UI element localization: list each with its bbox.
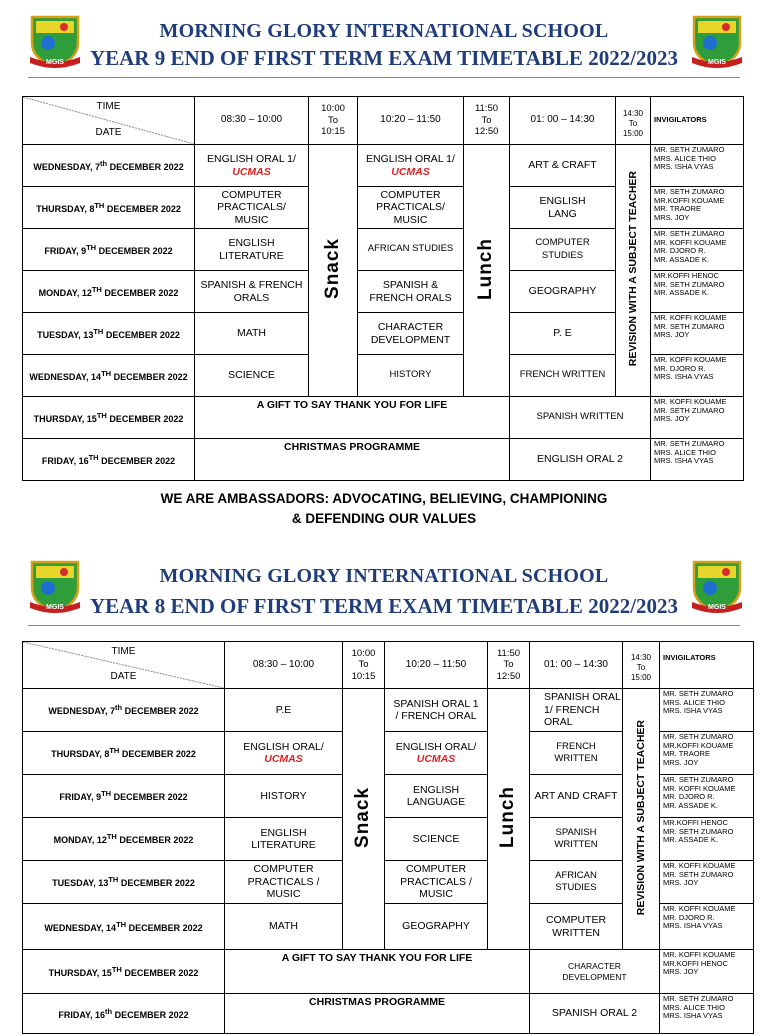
exam-cell: FRENCH WRITTEN: [510, 355, 616, 397]
exam-cell: GEOGRAPHY: [510, 271, 616, 313]
snack-break: Snack: [343, 689, 385, 950]
exam-cell: SPANISH ORAL 1/ FRENCH ORAL: [530, 689, 623, 732]
invigilators-cell: MR. SETH ZUMARO MRS. ALICE THIO MRS. ISHA VYAS: [651, 145, 744, 187]
exam-cell: FRENCH WRITTEN: [530, 732, 623, 775]
invigilators-cell: MR. KOFFI KOUAME MR.KOFFI HENOC MRS. JOY: [660, 950, 754, 994]
date-cell: WEDNESDAY, 7th DECEMBER 2022: [23, 689, 225, 732]
exam-cell: ENGLISH ORAL 1/ UCMAS: [358, 145, 464, 187]
school-name: MORNING GLORY INTERNATIONAL SCHOOL: [159, 565, 609, 587]
invigilators-header: INVIGILATORS: [660, 642, 754, 689]
christmas-banner: CHRISTMAS PROGRAMME: [225, 994, 530, 1034]
invigilators-cell: MR. KOFFI KOUAME MR. SETH ZUMARO MRS. JOY: [660, 861, 754, 904]
lunch-break: Lunch: [464, 145, 510, 397]
exam-cell: COMPUTER WRITTEN: [530, 904, 623, 950]
exam-timetable: [22, 641, 754, 1034]
gift-banner: A GIFT TO SAY THANK YOU FOR LIFE: [225, 950, 530, 994]
exam-cell: SPANISH ORAL 2: [530, 994, 660, 1034]
invigilators-cell: MR. KOFFI KOUAME MR. DJORO R. MRS. ISHA VYAS: [651, 355, 744, 397]
slot-header: 08:30 – 10:00: [195, 97, 309, 145]
invigilators-cell: MR. KOFFI KOUAME MR. SETH ZUMARO MRS. JOY: [651, 397, 744, 439]
time-date-header: TIME DATE: [23, 642, 225, 689]
christmas-banner: CHRISTMAS PROGRAMME: [195, 439, 510, 481]
gift-banner: A GIFT TO SAY THANK YOU FOR LIFE: [195, 397, 510, 439]
break-header: 10:00 To 10:15: [309, 97, 358, 145]
exam-cell: COMPUTER PRACTICALS/ MUSIC: [195, 187, 309, 229]
exam-cell: ENGLISH LANGUAGE: [385, 775, 488, 818]
break-header: 11:50 To 12:50: [488, 642, 530, 689]
exam-cell: SPANISH WRITTEN: [530, 818, 623, 861]
exam-cell: SPANISH & FRENCH ORALS: [195, 271, 309, 313]
exam-cell: COMPUTER STUDIES: [510, 229, 616, 271]
exam-cell: AFRICAN STUDIES: [530, 861, 623, 904]
lunch-break: Lunch: [488, 689, 530, 950]
exam-cell: ART & CRAFT: [510, 145, 616, 187]
invigilators-cell: MR. SETH ZUMARO MR. KOFFI KOUAME MR. DJORO R. MR. ASSADE K.: [651, 229, 744, 271]
exam-cell: MATH: [195, 313, 309, 355]
slot-header: 10:20 – 11:50: [358, 97, 464, 145]
date-cell: WEDNESDAY, 7th DECEMBER 2022: [23, 145, 195, 187]
svg-text:MGIS: MGIS: [46, 604, 64, 611]
exam-timetable: [22, 96, 744, 481]
exam-cell: P. E: [510, 313, 616, 355]
invigilators-cell: MR. SETH ZUMARO MRS. ALICE THIO MRS. ISHA VYAS: [660, 689, 754, 732]
school-name: MORNING GLORY INTERNATIONAL SCHOOL: [159, 20, 609, 42]
exam-cell: COMPUTER PRACTICALS/ MUSIC: [358, 187, 464, 229]
invigilators-cell: MR. KOFFI KOUAME MR. SETH ZUMARO MRS. JOY: [651, 313, 744, 355]
exam-cell: MATH: [225, 904, 343, 950]
svg-text:MGIS: MGIS: [708, 604, 726, 611]
exam-cell: GEOGRAPHY: [385, 904, 488, 950]
date-cell: MONDAY, 12TH DECEMBER 2022: [23, 818, 225, 861]
exam-cell: CHARACTER DEVELOPMENT: [358, 313, 464, 355]
slot-header: 01: 00 – 14:30: [510, 97, 616, 145]
divider: [28, 625, 740, 626]
snack-break: Snack: [309, 145, 358, 397]
exam-title: YEAR 8 END OF FIRST TERM EXAM TIMETABLE 2022/2023: [89, 594, 679, 618]
invigilators-cell: MR.KOFFI HENOC MR. SETH ZUMARO MR. ASSADE K.: [651, 271, 744, 313]
time-date-header: TIME DATE: [23, 97, 195, 145]
exam-cell: HISTORY: [358, 355, 464, 397]
svg-text:MGIS: MGIS: [708, 59, 726, 66]
exam-cell: ENGLISH LITERATURE: [225, 818, 343, 861]
date-cell: TUESDAY, 13TH DECEMBER 2022: [23, 861, 225, 904]
invigilators-cell: MR.KOFFI HENOC MR. SETH ZUMARO MR. ASSADE K.: [660, 818, 754, 861]
break-header: 10:00 To 10:15: [343, 642, 385, 689]
date-cell: FRIDAY, 9TH DECEMBER 2022: [23, 775, 225, 818]
date-cell: THURSDAY, 15TH DECEMBER 2022: [23, 950, 225, 994]
slot-header: 10:20 – 11:50: [385, 642, 488, 689]
invigilators-header: INVIGILATORS: [651, 97, 744, 145]
date-cell: THURSDAY, 8TH DECEMBER 2022: [23, 187, 195, 229]
exam-cell: ART AND CRAFT: [530, 775, 623, 818]
exam-cell: COMPUTER PRACTICALS / MUSIC: [225, 861, 343, 904]
break-header: 14:30 To 15:00: [623, 642, 660, 689]
revision-column: REVISION WITH A SUBJECT TEACHER: [616, 145, 651, 397]
break-header: 14:30 To 15:00: [616, 97, 651, 145]
svg-text:MGIS: MGIS: [46, 59, 64, 66]
date-cell: FRIDAY, 9TH DECEMBER 2022: [23, 229, 195, 271]
exam-cell: ENGLISH LANG: [510, 187, 616, 229]
exam-cell: ENGLISH ORAL 2: [510, 439, 651, 481]
invigilators-cell: MR. SETH ZUMARO MR. KOFFI KOUAME MR. DJORO R. MR. ASSADE K.: [660, 775, 754, 818]
exam-cell: ENGLISH ORAL/ UCMAS: [225, 732, 343, 775]
exam-cell: HISTORY: [225, 775, 343, 818]
exam-cell: ENGLISH ORAL/ UCMAS: [385, 732, 488, 775]
date-cell: FRIDAY, 16th DECEMBER 2022: [23, 994, 225, 1034]
exam-cell: SPANISH WRITTEN: [510, 397, 651, 439]
revision-column: REVISION WITH A SUBJECT TEACHER: [623, 689, 660, 950]
date-cell: THURSDAY, 15TH DECEMBER 2022: [23, 397, 195, 439]
break-header: 11:50 To 12:50: [464, 97, 510, 145]
invigilators-cell: MR. SETH ZUMARO MRS. ALICE THIO MRS. ISHA VYAS: [660, 994, 754, 1034]
exam-cell: SPANISH & FRENCH ORALS: [358, 271, 464, 313]
date-cell: THURSDAY, 8TH DECEMBER 2022: [23, 732, 225, 775]
date-cell: TUESDAY, 13TH DECEMBER 2022: [23, 313, 195, 355]
date-cell: FRIDAY, 16TH DECEMBER 2022: [23, 439, 195, 481]
exam-cell: SCIENCE: [385, 818, 488, 861]
invigilators-cell: MR. KOFFI KOUAME MR. DJORO R. MRS. ISHA VYAS: [660, 904, 754, 950]
exam-title: YEAR 9 END OF FIRST TERM EXAM TIMETABLE 2022/2023: [89, 46, 679, 70]
exam-cell: CHARACTER DEVELOPMENT: [530, 950, 660, 994]
slot-header: 01: 00 – 14:30: [530, 642, 623, 689]
exam-cell: COMPUTER PRACTICALS / MUSIC: [385, 861, 488, 904]
exam-cell: P.E: [225, 689, 343, 732]
date-cell: MONDAY, 12TH DECEMBER 2022: [23, 271, 195, 313]
exam-cell: SPANISH ORAL 1 / FRENCH ORAL: [385, 689, 488, 732]
exam-cell: ENGLISH LITERATURE: [195, 229, 309, 271]
exam-cell: SCIENCE: [195, 355, 309, 397]
divider: [28, 77, 740, 78]
invigilators-cell: MR. SETH ZUMARO MRS. ALICE THIO MRS. ISHA VYAS: [651, 439, 744, 481]
slot-header: 08:30 – 10:00: [225, 642, 343, 689]
date-cell: WEDNESDAY, 14TH DECEMBER 2022: [23, 904, 225, 950]
date-cell: WEDNESDAY, 14TH DECEMBER 2022: [23, 355, 195, 397]
invigilators-cell: MR. SETH ZUMARO MR.KOFFI KOUAME MR. TRAORE MRS. JOY: [660, 732, 754, 775]
invigilators-cell: MR. SETH ZUMARO MR.KOFFI KOUAME MR. TRAORE MRS. JOY: [651, 187, 744, 229]
school-slogan: WE ARE AMBASSADORS: ADVOCATING, BELIEVING, CHAMPIONING & DEFENDING OUR VALUES: [160, 491, 608, 526]
exam-cell: ENGLISH ORAL 1/ UCMAS: [195, 145, 309, 187]
exam-cell: AFRICAN STUDIES: [358, 229, 464, 271]
